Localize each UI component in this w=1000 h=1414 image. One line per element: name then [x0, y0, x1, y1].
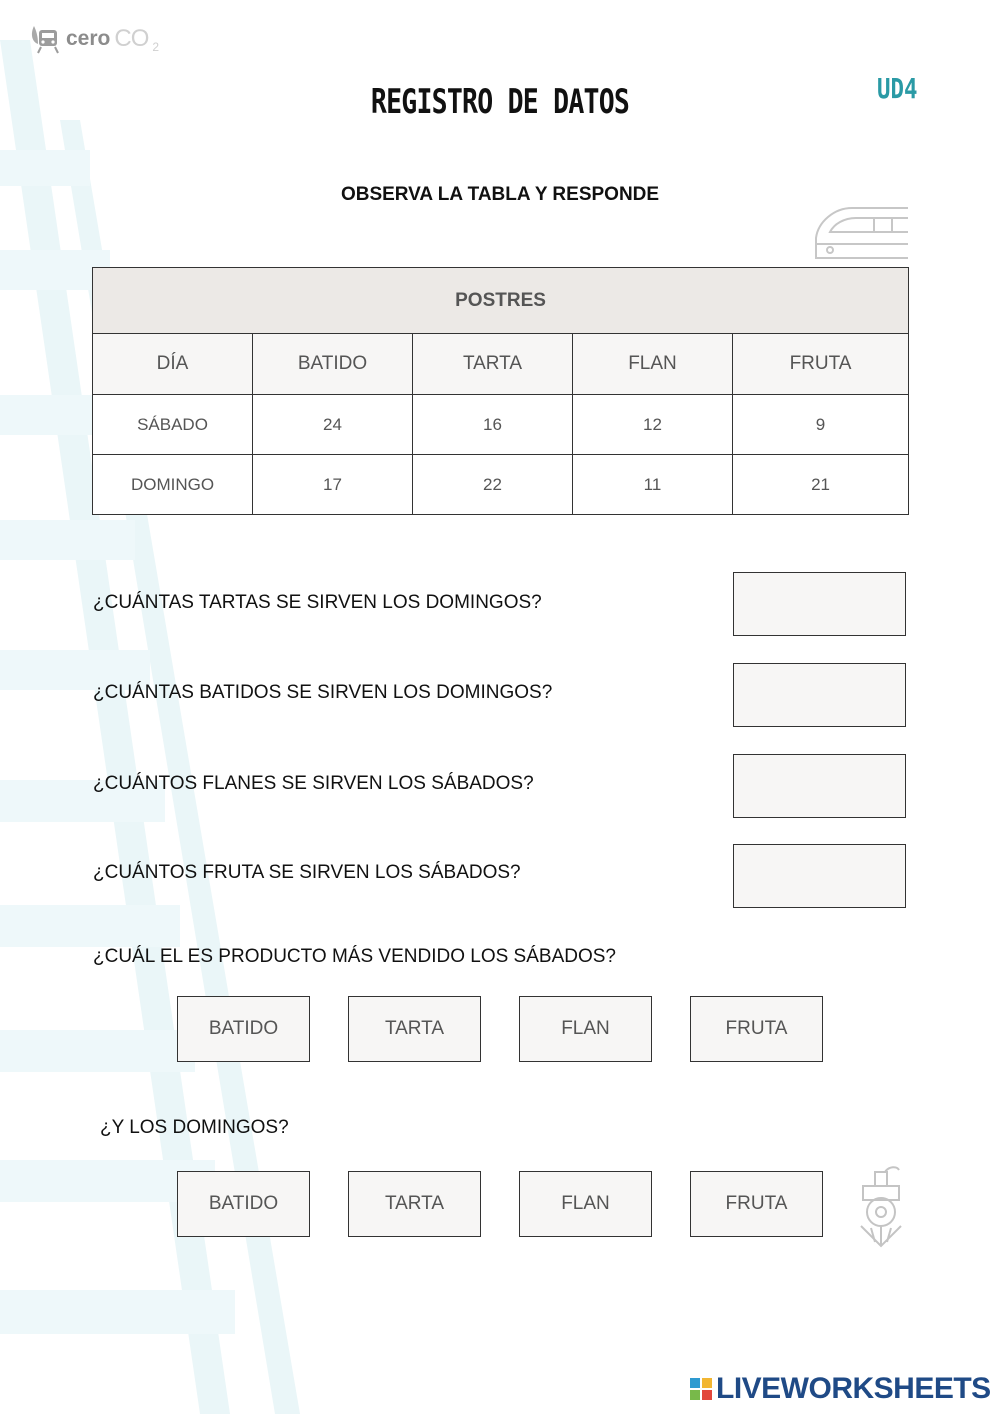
train-front-icon [812, 204, 908, 262]
option-flan-sunday[interactable]: FLAN [519, 1171, 652, 1237]
answer-input-4[interactable] [733, 844, 906, 908]
table-header-row [93, 334, 909, 395]
question-text: ¿CUÁNTAS BATIDOS SE SIRVEN LOS DOMINGOS? [93, 682, 553, 703]
table-row [93, 395, 909, 455]
leaf-train-logo-icon [28, 22, 62, 56]
steam-locomotive-icon [855, 1162, 907, 1248]
instructions: OBSERVA LA TABLA Y RESPONDE [340, 184, 660, 205]
option-batido-saturday[interactable]: BATIDO [177, 996, 310, 1062]
liveworksheets-logo[interactable] [690, 1372, 991, 1406]
question-text: ¿CUÁNTAS TARTAS SE SIRVEN LOS DOMINGOS? [93, 592, 542, 613]
option-fruta-sunday[interactable]: FRUTA [690, 1171, 823, 1237]
answer-input-3[interactable] [733, 754, 906, 818]
column-header: FLAN [573, 334, 733, 395]
question-text: ¿Y LOS DOMINGOS? [100, 1117, 289, 1138]
column-header: DÍA [93, 334, 253, 395]
answer-input-1[interactable] [733, 572, 906, 636]
column-header: BATIDO [253, 334, 413, 395]
table-cell: 16 [413, 395, 573, 455]
option-tarta-sunday[interactable]: TARTA [348, 1171, 481, 1237]
table-caption: POSTRES [93, 268, 909, 334]
desserts-table [92, 267, 909, 515]
logo-co2: CO [114, 25, 149, 52]
table-cell: 17 [253, 455, 413, 515]
question-text: ¿CUÁNTOS FRUTA SE SIRVEN LOS SÁBADOS? [93, 862, 521, 883]
table-cell: DOMINGO [93, 455, 253, 515]
table-cell: SÁBADO [93, 395, 253, 455]
brand-name: LIVEWORKSHEETS [716, 1372, 991, 1405]
table-cell: 22 [413, 455, 573, 515]
question-text: ¿CUÁNTOS FLANES SE SIRVEN LOS SÁBADOS? [93, 773, 534, 794]
logo-subscript: 2 [152, 40, 160, 54]
table-cell: 21 [733, 455, 909, 515]
cero-co2-logo [28, 22, 159, 56]
option-batido-sunday[interactable]: BATIDO [177, 1171, 310, 1237]
logo-text: cero [66, 27, 111, 50]
table-cell: 11 [573, 455, 733, 515]
column-header: FRUTA [733, 334, 909, 395]
table-cell: 9 [733, 395, 909, 455]
column-header: TARTA [413, 334, 573, 395]
option-fruta-saturday[interactable]: FRUTA [690, 996, 823, 1062]
liveworksheets-mark-icon [690, 1378, 712, 1400]
page-title: REGISTRO DE DATOS [370, 82, 630, 122]
table-cell: 24 [253, 395, 413, 455]
table-cell: 12 [573, 395, 733, 455]
option-flan-saturday[interactable]: FLAN [519, 996, 652, 1062]
option-tarta-saturday[interactable]: TARTA [348, 996, 481, 1062]
unit-label: UD4 [877, 72, 918, 105]
table-row [93, 455, 909, 515]
question-text: ¿CUÁL EL ES PRODUCTO MÁS VENDIDO LOS SÁBADOS? [93, 946, 616, 967]
answer-input-2[interactable] [733, 663, 906, 727]
